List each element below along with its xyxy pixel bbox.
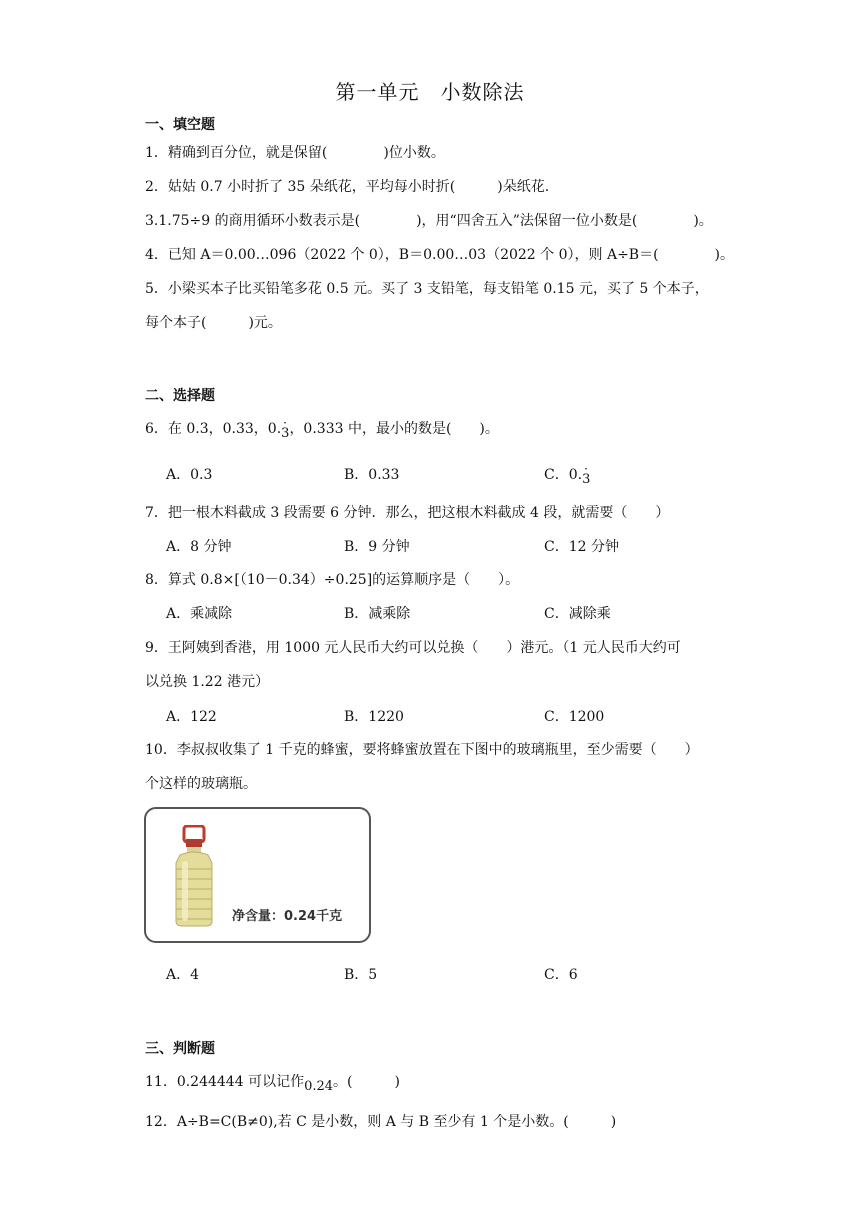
net-content-label: 净含量：0.24千克 [232, 909, 343, 924]
q7-option-c: C．12 分钟 [544, 539, 619, 555]
q8-option-b: B．减乘除 [344, 606, 411, 622]
repeating-digit-value: 3 [281, 426, 290, 441]
question-9-line-2: 以兑换 1.22 港元） [145, 674, 270, 690]
repeating-decimal-integer: 0. [267, 421, 282, 437]
question-1: 1．精确到百分位，就是保留( )位小数。 [145, 145, 445, 161]
q9-option-a: A．122 [166, 709, 217, 725]
question-11-prefix: 11．0.244444 可以记作 [145, 1074, 305, 1090]
honey-bottle-figure [144, 807, 371, 943]
question-10-line-2: 个这样的玻璃瓶。 [145, 776, 257, 792]
question-10-line-1: 10．李叔叔收集了 1 千克的蜂蜜，要将蜂蜜放置在下图中的玻璃瓶里，至少需要（ ） [145, 742, 699, 758]
q9-option-c: C．1200 [544, 709, 605, 725]
page-title: 第一单元 小数除法 [335, 80, 525, 104]
q6-option-c-letter: C． [544, 467, 569, 483]
repeat-dot-icon: · [283, 416, 287, 430]
q7-option-a: A．8 分钟 [166, 539, 232, 555]
question-7: 7．把一根木料截成 3 段需要 6 分钟．那么，把这根木料截成 4 段，就需要（ ） [145, 505, 670, 521]
section-heading-fill-in: 一、填空题 [145, 117, 215, 133]
q6-option-c-digit-value: 3 [582, 472, 591, 487]
q6-option-c [544, 462, 591, 487]
question-5-line-1: 5．小梁买本子比买铅笔多花 0.5 元。买了 3 支铅笔，每支铅笔 0.15 元，买了 5 个本子， [145, 281, 709, 297]
section-heading-judge: 三、判断题 [145, 1041, 215, 1057]
q6-option-c-integer: 0. [568, 467, 583, 483]
repeat-dot-icon: · [584, 462, 588, 476]
question-9-line-1: 9．王阿姨到香港，用 1000 元人民币大约可以兑换（ ）港元。（1 元人民币大约可 [145, 640, 681, 656]
question-6-suffix: ，0.333 中，最小的数是( )。 [289, 421, 499, 437]
question-4: 4．已知 A＝0.00…096（2022 个 0），B＝0.00…03（2022 个 0），则 A÷B＝( )。 [145, 247, 735, 263]
q6-option-a: A．0.3 [166, 467, 213, 483]
q10-option-c: C．6 [544, 967, 578, 983]
q10-option-a: A．4 [166, 967, 200, 983]
question-3: 3.1.75÷9 的商用循环小数表示是( )，用“四舍五入”法保留一位小数是( )。 [145, 213, 713, 229]
question-11 [145, 1071, 400, 1094]
glass-bottle-icon [172, 825, 218, 927]
q10-option-b: B．5 [344, 967, 378, 983]
question-11-suffix: 。( ) [333, 1074, 400, 1090]
q9-option-b: B．1220 [344, 709, 404, 725]
question-8: 8．算式 0.8×[（10－0.34）÷0.25]的运算顺序是（ ）。 [145, 572, 520, 588]
question-2: 2．姑姑 0.7 小时折了 35 朵纸花，平均每小时折( )朵纸花. [145, 179, 550, 195]
repeating-digit [281, 416, 290, 441]
q6-option-c-repeating-digit [582, 462, 591, 487]
question-6-prefix: 6．在 0.3，0.33， [145, 421, 268, 437]
question-12: 12．A÷B=C(B≠0),若 C 是小数，则 A 与 B 至少有 1 个是小数。( ) [145, 1114, 617, 1130]
q8-option-a: A．乘减除 [166, 606, 233, 622]
q7-option-b: B．9 分钟 [344, 539, 410, 555]
section-heading-choice: 二、选择题 [145, 388, 215, 404]
question-11-notation: 0.24 [304, 1079, 334, 1094]
q6-option-b: B．0.33 [344, 467, 400, 483]
q8-option-c: C．减除乘 [544, 606, 611, 622]
repeating-decimal [267, 416, 290, 441]
question-5-line-2: 每个本子( )元。 [145, 315, 282, 331]
question-6 [145, 416, 499, 441]
